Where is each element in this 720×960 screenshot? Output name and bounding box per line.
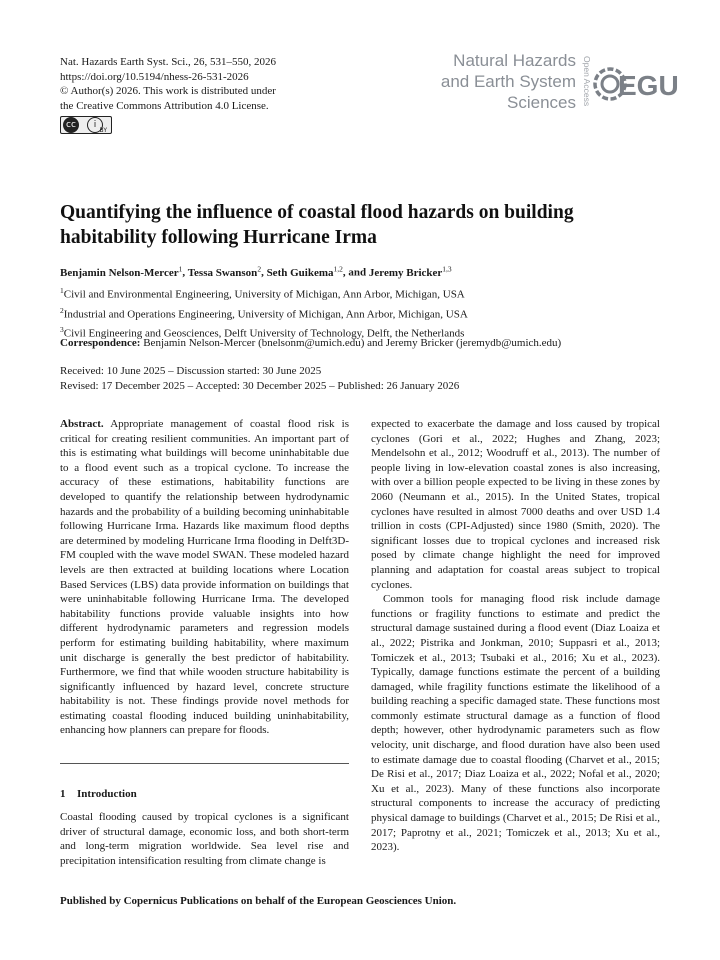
cc-icon: cc <box>63 117 79 133</box>
right-paragraph-1: expected to exacerbate the damage and loss caused by tropical cyclones (Gori et al., 2022; Hughes and Zhang, 2023; Mendelsohn et al., 2012; Woodruff et al., 2013). The number of people living in low-elevation coastal zones is also increasing, with over a billion people expected to be living in these zones by 2060 (Neumann et al., 2015). In the United States, tropical cyclones have resulted in almost 7000 deaths and over USD 1.4 trillion in costs (CPI-Adjusted) since 1980 (Smith, 2020). The significant losses due to tropical cyclones and increased risk posed by climate change highlight the need for improved planning and adaptation for coastal areas subject to tropical cyclones. <box>371 418 660 591</box>
abstract <box>60 417 349 738</box>
paper-title: Quantifying the influence of coastal flood hazards on building habitability following Hurricane Irma <box>60 202 574 248</box>
cc-by-badge[interactable] <box>60 116 112 134</box>
affiliations <box>60 283 468 342</box>
egu-logo-text: EGU <box>618 70 679 101</box>
affiliation-2: $^2$Industrial and Operations Engineering, University of Michigan, Ann Arbor, Michigan, USA <box>60 305 468 321</box>
copyright-line: © Author(s) 2026. This work is distributed under <box>60 85 276 98</box>
abstract-label: Abstract. <box>60 418 104 430</box>
author-4[interactable]: Jeremy Bricker$^{1,3}$ <box>368 264 452 279</box>
egu-logo-icon <box>594 60 679 108</box>
license-line: the Creative Commons Attribution 4.0 License. <box>60 99 269 112</box>
citation: Nat. Hazards Earth Syst. Sci., 26, 531–550, 2026 <box>60 56 276 68</box>
author-2[interactable]: Tessa Swanson$^2$ <box>187 264 262 279</box>
abstract-divider <box>60 763 349 764</box>
dates-line-1: Received: 10 June 2025 – Discussion started: 30 June 2025 <box>60 365 322 377</box>
affiliation-3: $^3$Civil Engineering and Geosciences, Delft University of Technology, Delft, the Netherlands <box>60 325 465 340</box>
by-label: BY <box>99 127 107 134</box>
section-heading-introduction: 1 Introduction <box>60 788 137 800</box>
correspondence <box>60 337 561 349</box>
affiliation-1: $^1$Civil and Environmental Engineering, University of Michigan, Ann Arbor, Michigan, USA <box>60 286 465 301</box>
journal-line-3: Sciences <box>507 93 576 112</box>
correspondence-label: Correspondence: <box>60 337 141 349</box>
correspondence-text[interactable]: Benjamin Nelson-Mercer (bnelsonm@umich.edu) and Jeremy Bricker (jeremydb@umich.edu) <box>140 337 562 349</box>
doi-link[interactable]: https://doi.org/10.5194/nhess-26-531-2026 <box>60 70 249 83</box>
right-paragraph-2: Common tools for managing flood risk include damage functions or fragility functions to estimate and predict the structural damage sustained during a flood event (Diaz Loaiza et al., 2022; Pistrika and Jonkman, 2010; Suppasri et al., 2013; Tomiczek et al., 2013; Tsubaki et al., 2016; Xu et al., 2023). Typically, damage functions estimate the percent of a building damaged, while fragility functions estimate the likelihood of a building reaching a specific damaged state. These functions most commonly estimate structural damage as a function of flood depth; however, other hydrodynamic parameters such as flow velocity, unit discharge, and flood duration have also been used to estimate damage due to coastal flooding (Charvet et al., 2015; De Risi et al., 2017; Diaz Loaiza et al., 2022; Nofal et al., 2020; Xu et al., 2023). Many of these functions also incorporate structural components to increase the accuracy of predicting physical damage to buildings (Charvet et al., 2015; De Risi et al., 2017; Paprotny et al., 2021; Tomiczek et al., 2013; Xu et al., 2023). <box>371 593 660 854</box>
article-metadata <box>60 55 276 113</box>
author-1[interactable]: Benjamin Nelson-Mercer$^1$ <box>60 264 183 279</box>
journal-line-1: Natural Hazards <box>453 51 576 70</box>
open-access-label: Open Access <box>582 55 592 107</box>
person-icon: i <box>87 117 103 133</box>
introduction-paragraph-1: Coastal flooding caused by tropical cyclones is a significant driver of structural damage, economic loss, and both short-term and long-term migration worldwide. Sea level rise and precipitation intensification resulting from climate change is <box>60 811 349 867</box>
journal-line-2: and Earth System <box>440 72 576 91</box>
journal-name <box>441 50 576 113</box>
dates-line-2: Revised: 17 December 2025 – Accepted: 30 December 2025 – Published: 26 January 2026 <box>60 379 460 392</box>
author-list: Benjamin Nelson-Mercer$^1$, Tessa Swanson$^2$, Seth Guikema$^{1,2}$, and Jeremy Bricker$^{1,3}$ <box>60 264 452 279</box>
abstract-text: Appropriate management of coastal flood risk is critical for creating resilient communities. An important part of this is estimating what buildings will become uninhabitable due to a flood event such as a tropical cyclone. To increase the accuracy of these estimations, habitability functions are developed to quantify the relationship between hydrodynamic hazards and the probability of a building becoming uninhabitable following Hurricane Irma. Hazards like maximum flood depths are determined by modeling Hurricane Irma flooding in Delft3D-FM coupled with the wave model SWAN. These modeled hazard levels are then extracted at building locations where Location Based Services (LBS) data provide information on buildings that were uninhabitable following Hurricane Irma. The developed habitability functions provide valuable insights into how different hydrodynamic parameters and regression models perform for estimating building habitability, where maximum unit discharge is generally the best predictor of habitability. Furthermore, we find that while wooden structure habitability is significantly influenced by hazard level, concrete structure habitability is not. These findings provide novel methods for estimating coastal flooding induced building uninhabitability, enhancing how planners can prepare for floods. <box>60 418 349 737</box>
author-3[interactable]: Seth Guikema$^{1,2}$ <box>266 264 343 279</box>
right-column-text <box>371 417 660 855</box>
publication-dates <box>60 364 459 393</box>
publisher-footer: Published by Copernicus Publications on behalf of the European Geosciences Union. <box>60 895 457 907</box>
